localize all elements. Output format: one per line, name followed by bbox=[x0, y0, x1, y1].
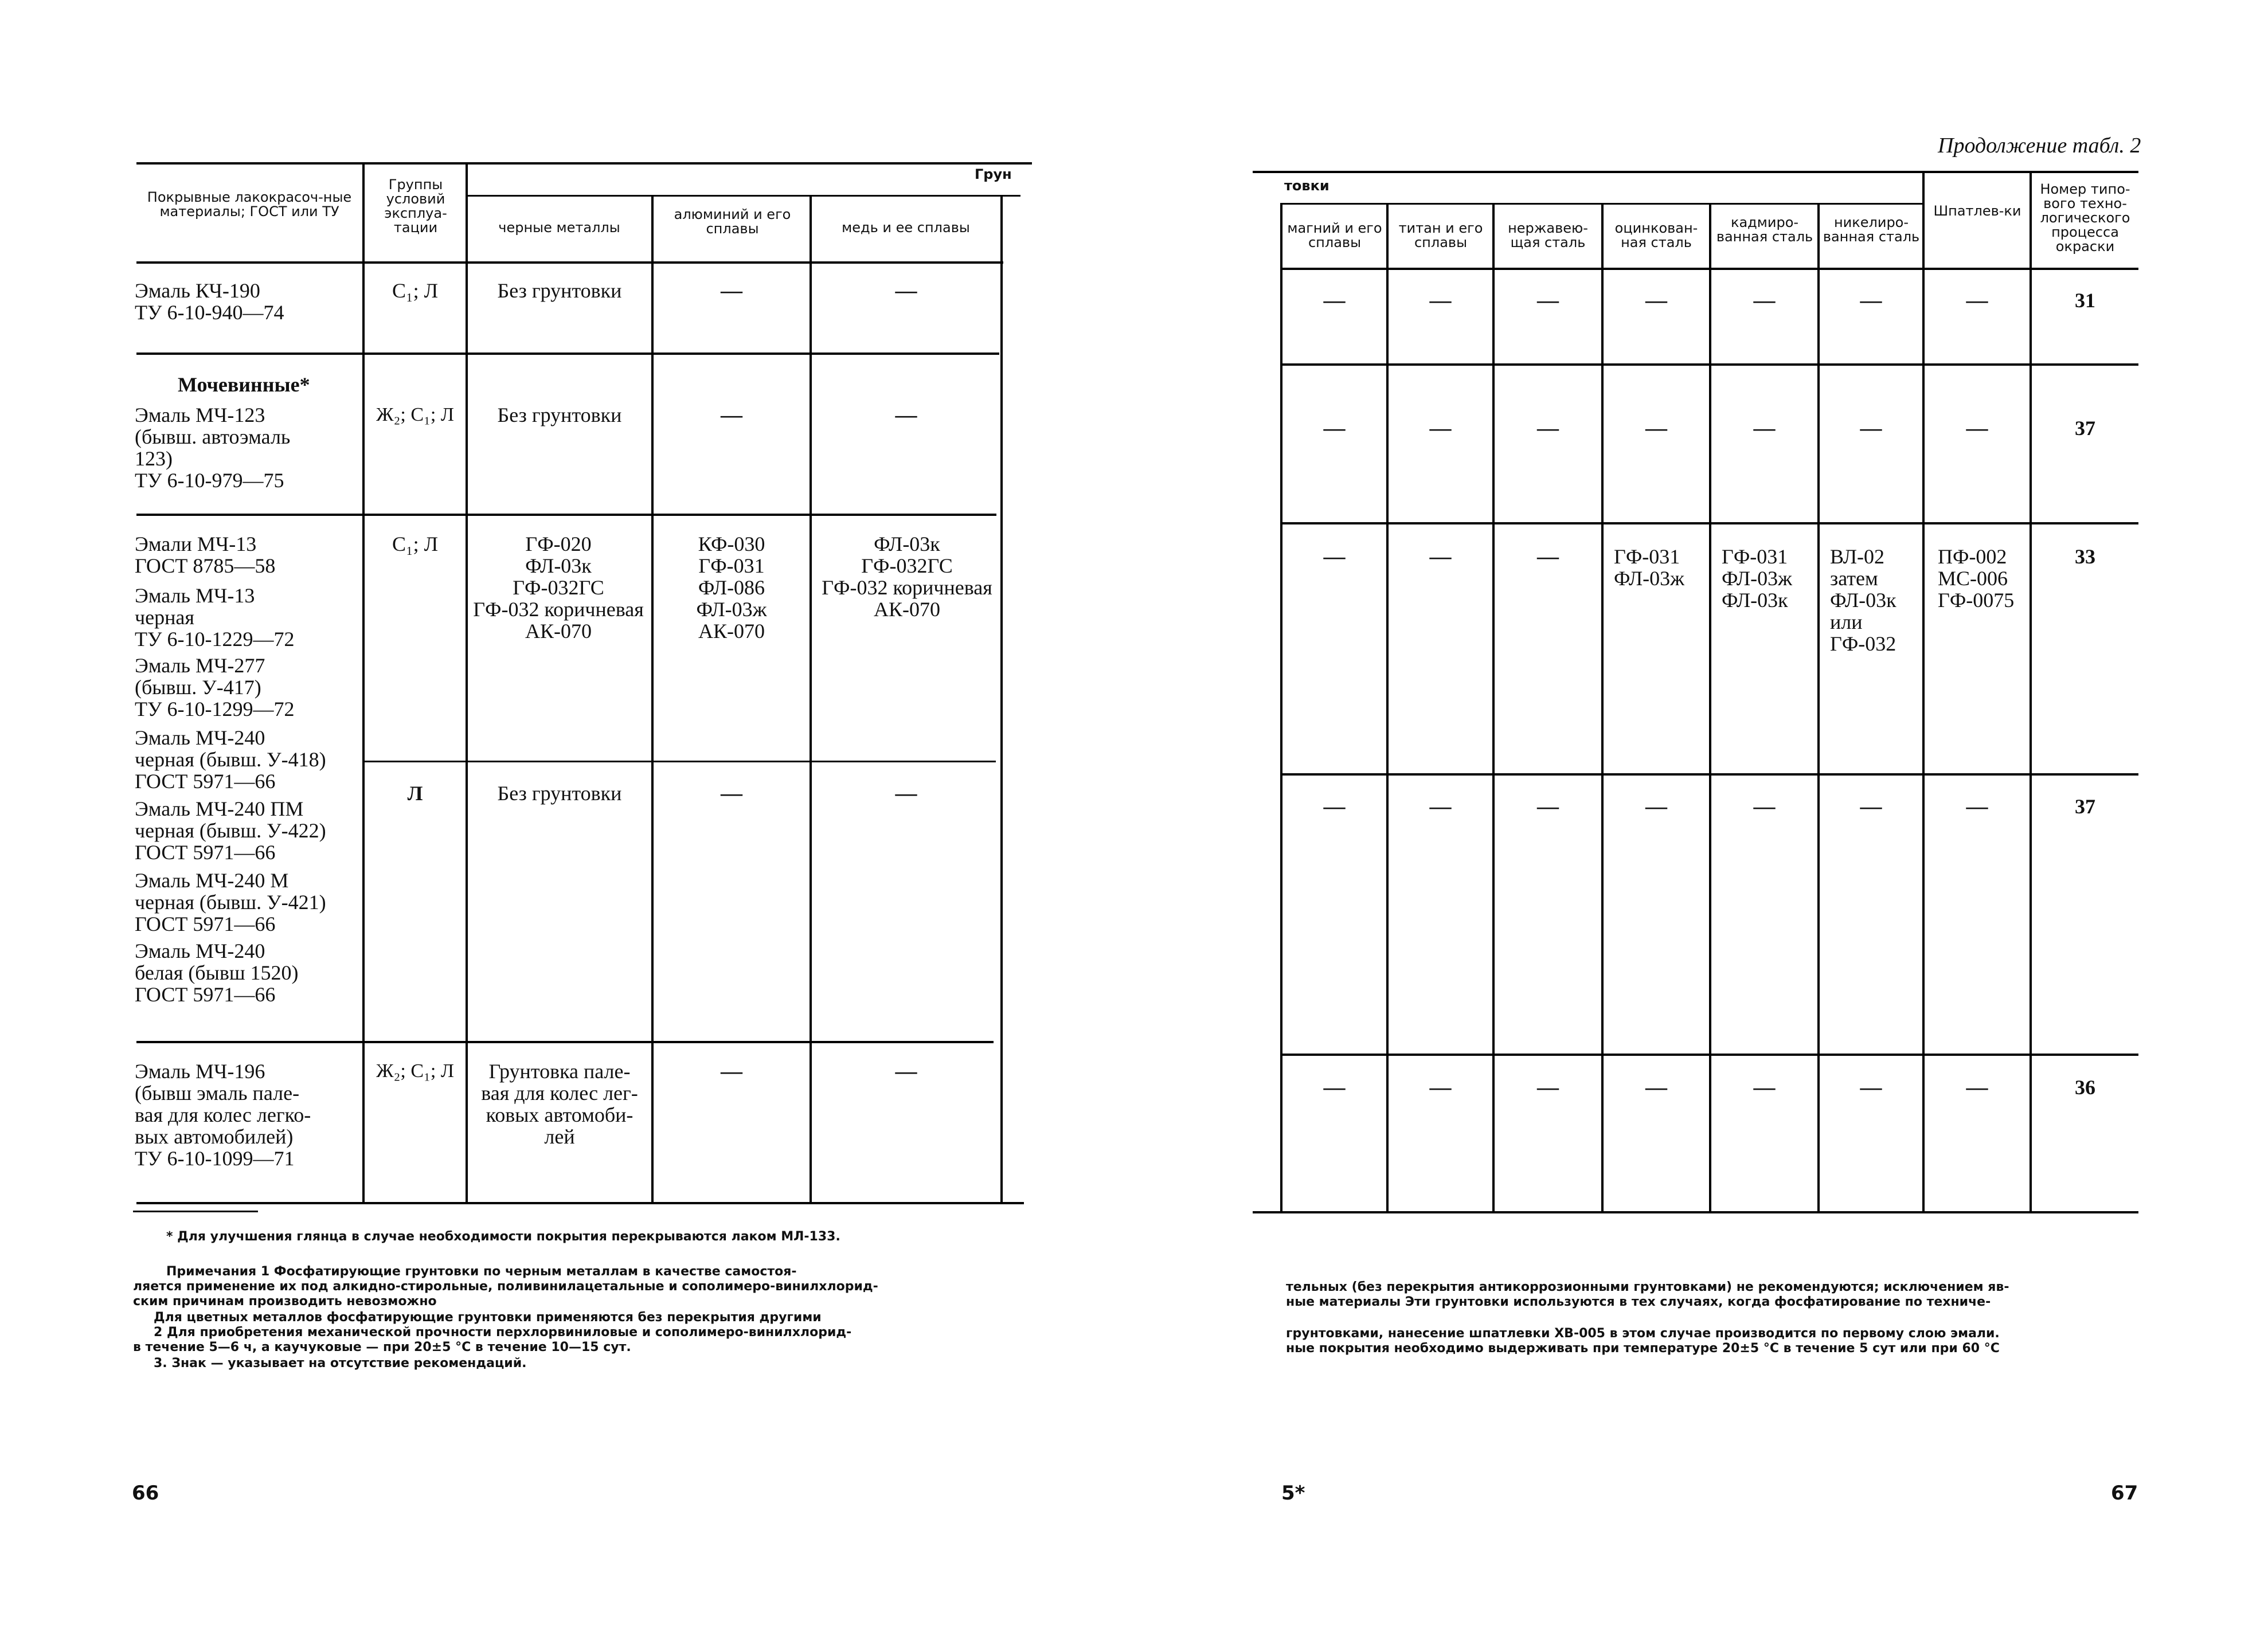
r-row2-galvanized: — bbox=[1645, 416, 1667, 440]
row3a-black: ГФ-020 ФЛ-03к ГФ-032ГС ГФ-032 коричневая АК-070 bbox=[473, 532, 644, 643]
r-header-nickel: никелиро-ванная сталь bbox=[1823, 214, 1920, 245]
r-row3-putty: ПФ-002 МС-006 ГФ-0075 bbox=[1938, 545, 2015, 612]
r-row5-stainless: — bbox=[1537, 1075, 1559, 1099]
footnote-rule bbox=[133, 1211, 258, 1212]
row4-alum: — bbox=[721, 1059, 742, 1083]
row3-material-5: Эмаль МЧ-240 ПМ черная (бывш. У-422) ГОСТ 5971—66 bbox=[135, 797, 326, 864]
row3a-bottom-rule bbox=[362, 761, 996, 762]
r-row4-titanium: — bbox=[1429, 794, 1452, 819]
row3-bottom-rule bbox=[136, 1041, 994, 1043]
r-col-divider-4 bbox=[1709, 203, 1711, 1212]
r-row4-nickel: — bbox=[1860, 794, 1882, 819]
header-bottom-rule bbox=[136, 261, 1003, 264]
r-row5-putty: — bbox=[1966, 1075, 1988, 1099]
r-row3-nickel: ВЛ-02 затем ФЛ-03к или ГФ-032 bbox=[1830, 545, 1896, 655]
r-row3-stainless: — bbox=[1537, 545, 1559, 569]
r-row4-process: 37 bbox=[2075, 795, 2095, 818]
r-row1-magnesium: — bbox=[1323, 288, 1346, 312]
row3-material-7: Эмаль МЧ-240 белая (бывш 1520) ГОСТ 5971—66 bbox=[135, 939, 299, 1006]
r-row2-stainless: — bbox=[1537, 416, 1559, 440]
left-note-line-5: 2 Для приобретения механической прочности перхлорвиниловые и сополимеро-винилхлорид- bbox=[154, 1325, 852, 1340]
row4-black: Грунтовка пале- вая для колес лег- ковых автомоби- лей bbox=[481, 1060, 638, 1148]
col-divider-2 bbox=[466, 163, 468, 1203]
row3b-group: Л bbox=[407, 782, 423, 805]
r-row1-galvanized: — bbox=[1645, 288, 1667, 312]
header-groups: Группы условий эксплуа-тации bbox=[384, 177, 447, 236]
row3-material-1: Эмали МЧ-13 ГОСТ 8785—58 bbox=[135, 532, 276, 577]
col-divider-1 bbox=[362, 163, 365, 1203]
r-row2-cadmium: — bbox=[1753, 416, 1776, 440]
r-row4-cadmium: — bbox=[1753, 794, 1776, 819]
row2-bottom-rule bbox=[136, 514, 996, 516]
r-row5-nickel: — bbox=[1860, 1075, 1882, 1099]
row2-black: Без грунтовки bbox=[497, 404, 622, 426]
r-col-divider-6 bbox=[1922, 172, 1925, 1212]
row3a-copper: ФЛ-03к ГФ-032ГС ГФ-032 коричневая АК-070 bbox=[822, 532, 992, 621]
left-note-line-4: Для цветных металлов фосфатирующие грунтовки применяются без перекрытия другими bbox=[154, 1310, 822, 1325]
r-row4-putty: — bbox=[1966, 794, 1988, 819]
row2-section-title: Мочевинные* bbox=[178, 373, 310, 396]
r-row1-nickel: — bbox=[1860, 288, 1882, 312]
r-row3-titanium: — bbox=[1429, 545, 1452, 569]
r-col-divider-2 bbox=[1492, 203, 1495, 1212]
r-col-divider-5 bbox=[1817, 203, 1820, 1212]
row3-material-3: Эмаль МЧ-277 (бывш. У-417) ТУ 6-10-1299—72 bbox=[135, 654, 295, 721]
right-note-line-3: грунтовками, нанесение шпатлевки ХВ-005 в этом случае производится по первому слою эмали. bbox=[1286, 1326, 2000, 1341]
row3-material-2: Эмаль МЧ-13 черная ТУ 6-10-1229—72 bbox=[135, 584, 295, 651]
row1-material: Эмаль КЧ-190 ТУ 6-10-940—74 bbox=[135, 279, 284, 324]
table-top-rule bbox=[136, 162, 1032, 165]
row3a-group: С₁; Л bbox=[392, 532, 438, 555]
signature-mark: 5* bbox=[1281, 1482, 1305, 1505]
continuation-title: Продолжение табл. 2 bbox=[1938, 134, 2141, 158]
row2-group: Ж₂; С₁; Л bbox=[376, 404, 454, 425]
r-header-group-top: товки bbox=[1284, 178, 1329, 194]
r-row4-galvanized: — bbox=[1645, 794, 1667, 819]
header-aluminium: алюминий и его сплавы bbox=[674, 206, 791, 237]
left-note-line-1: Примечания 1 Фосфатирующие грунтовки по черным металлам в качестве самостоя- bbox=[166, 1264, 797, 1279]
r-row3-cadmium: ГФ-031 ФЛ-03ж ФЛ-03к bbox=[1722, 545, 1793, 612]
row3-material-6: Эмаль МЧ-240 М черная (бывш. У-421) ГОСТ 5971—66 bbox=[135, 869, 326, 935]
header-black-metals: черные металлы bbox=[498, 220, 620, 236]
r-row2-titanium: — bbox=[1429, 416, 1452, 440]
row2-alum: — bbox=[721, 403, 742, 427]
r-row5-titanium: — bbox=[1429, 1075, 1452, 1099]
r-row1-stainless: — bbox=[1537, 288, 1559, 312]
col-divider-3 bbox=[651, 196, 654, 1203]
row3b-copper: — bbox=[895, 781, 917, 805]
r-row5-cadmium: — bbox=[1753, 1075, 1776, 1099]
r-row5-process: 36 bbox=[2075, 1076, 2095, 1099]
left-note-line-6: в течение 5—6 ч, а каучуковые — при 20±5 °С в течение 10—15 сут. bbox=[133, 1340, 631, 1354]
r-col-divider-7 bbox=[2030, 172, 2032, 1212]
r-row1-cadmium: — bbox=[1753, 288, 1776, 312]
r-row5-magnesium: — bbox=[1323, 1075, 1346, 1099]
r-row4-magnesium: — bbox=[1323, 794, 1346, 819]
row3-material-4: Эмаль МЧ-240 черная (бывш. У-418) ГОСТ 5971—66 bbox=[135, 726, 326, 793]
row2-copper: — bbox=[895, 403, 917, 427]
r-table-bottom-rule bbox=[1253, 1211, 2138, 1213]
r-header-galvanized: оцинкован-ная сталь bbox=[1614, 220, 1698, 250]
col-divider-4 bbox=[810, 196, 812, 1203]
r-row2-magnesium: — bbox=[1323, 416, 1346, 440]
row3a-alum: КФ-030 ГФ-031 ФЛ-086 ФЛ-03ж АК-070 bbox=[696, 532, 767, 643]
row4-copper: — bbox=[895, 1059, 917, 1083]
row1-alum: — bbox=[721, 279, 742, 303]
r-row1-process: 31 bbox=[2075, 289, 2095, 312]
row4-group: Ж₂; С₁; Л bbox=[376, 1060, 454, 1082]
col-divider-5 bbox=[1000, 196, 1003, 1203]
r-header-titanium: титан и его сплавы bbox=[1398, 220, 1483, 250]
r-row5-galvanized: — bbox=[1645, 1075, 1667, 1099]
row1-bottom-rule bbox=[136, 353, 999, 355]
right-note-line-1: тельных (без перекрытия антикоррозионными грунтовками) не рекомендуются; исключением яв- bbox=[1286, 1280, 2009, 1294]
left-note-line-7: 3. Знак — указывает на отсутствие рекомендаций. bbox=[154, 1356, 527, 1371]
r-table-top-rule bbox=[1253, 171, 2138, 173]
r-header-cadmium: кадмиро-ванная сталь bbox=[1716, 214, 1813, 245]
row2-material: Эмаль МЧ-123 (бывш. автоэмаль 123) ТУ 6-10-979—75 bbox=[135, 404, 291, 492]
r-header-process: Номер типо-вого техно-логического процесса окраски bbox=[2040, 181, 2130, 254]
left-footnote: * Для улучшения глянца в случае необходимости покрытия перекрываются лаком МЛ-133. bbox=[166, 1229, 840, 1244]
r-row2-process: 37 bbox=[2075, 417, 2095, 440]
left-note-line-3: ским причинам производить невозможно bbox=[133, 1294, 437, 1309]
row4-material: Эмаль МЧ-196 (бывш эмаль пале- вая для колес легко- вых автомобилей) ТУ 6-10-1099—71 bbox=[135, 1060, 311, 1170]
left-page-number: 66 bbox=[132, 1482, 159, 1505]
right-page-number: 67 bbox=[2111, 1482, 2138, 1505]
r-row3-process: 33 bbox=[2075, 545, 2095, 568]
header-subrule bbox=[467, 195, 1020, 197]
r-row2-nickel: — bbox=[1860, 416, 1882, 440]
header-materials: Покрывные лакокрасоч-ные материалы; ГОСТ или ТУ bbox=[147, 189, 352, 220]
r-header-stainless: нержавею-щая сталь bbox=[1508, 220, 1588, 250]
right-note-line-2: ные материалы Эти грунтовки используются в тех случаях, когда фосфатирование по техниче- bbox=[1286, 1295, 1991, 1309]
r-row3-magnesium: — bbox=[1323, 545, 1346, 569]
row1-group: С₁; Л bbox=[392, 279, 438, 302]
r-col-divider-3 bbox=[1601, 203, 1604, 1212]
r-col-divider-0 bbox=[1280, 203, 1282, 1212]
row1-copper: — bbox=[895, 279, 917, 303]
row1-black: Без грунтовки bbox=[497, 279, 622, 302]
table-bottom-rule bbox=[136, 1202, 1024, 1204]
r-row4-stainless: — bbox=[1537, 794, 1559, 819]
r-col-divider-1 bbox=[1386, 203, 1389, 1212]
r-header-magnesium: магний и его сплавы bbox=[1287, 220, 1382, 250]
header-group-top: Грун bbox=[975, 166, 1012, 182]
right-note-line-4: ные покрытия необходимо выдерживать при температуре 20±5 °С в течение 5 сут или при 60 °С bbox=[1286, 1341, 2000, 1356]
r-row3-galvanized: ГФ-031 ФЛ-03ж bbox=[1614, 545, 1685, 590]
header-copper: медь и ее сплавы bbox=[842, 220, 970, 236]
r-row1-putty: — bbox=[1966, 288, 1988, 312]
row3b-black: Без грунтовки bbox=[497, 782, 622, 805]
r-row2-putty: — bbox=[1966, 416, 1988, 440]
r-row1-titanium: — bbox=[1429, 288, 1452, 312]
row3b-alum: — bbox=[721, 781, 742, 805]
r-header-putty: Шпатлев-ки bbox=[1933, 203, 2021, 219]
left-note-line-2: ляется применение их под алкидно-стирольные, поливинилацетальные и сополимеро-винилхлорид- bbox=[133, 1279, 878, 1294]
